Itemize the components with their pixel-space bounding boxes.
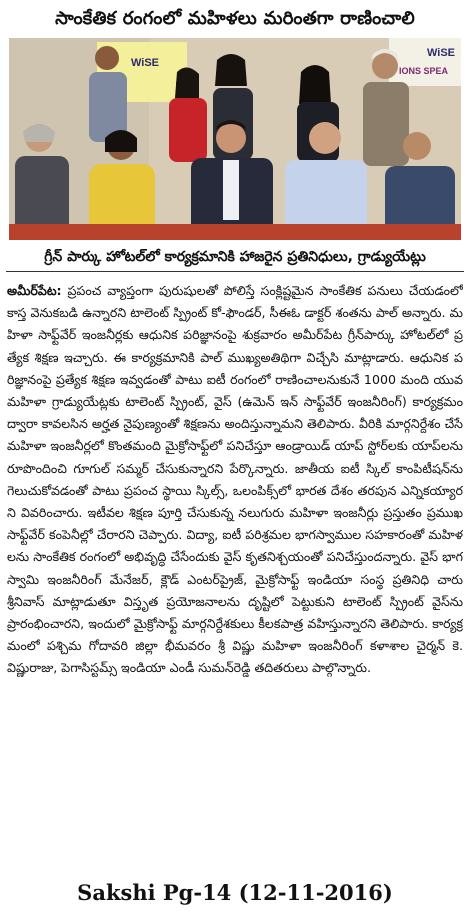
banner-left-text: WiSE	[131, 57, 160, 69]
headline: సాంకేతిక రంగంలో మహిళలు మరింతగా రాణించాలి	[55, 8, 415, 29]
group-photo-illustration	[9, 38, 461, 240]
caption-divider	[6, 271, 464, 272]
article-photo	[9, 38, 461, 240]
photo-caption: గ్రీన్ పార్కు హోటల్‌లో కార్యక్రమానికి హాజరైన ప్రతినిధులు, గ్రాడ్యుయేట్లు	[44, 249, 426, 265]
article-text: ప్రపంచ వ్యాప్తంగా పురుషులతో పోలిస్తే సంక్లిష్టమైన సాంకేతిక పనులు చేయడంలో కాస్త వెనుకబడి ఉన్నారని టాలెంట్ స్ప్రింట్ కో-ఫౌండర్, సీఈఓ డాక్టర్ శంతను పాల్ అన్నారు. మహిళా సాఫ్ట్‌వేర్ ఇంజనీర్లకు ఆధునిక పరిజ్ఞానంపై శుక్రవారం అమీర్‌పేట గ్రీన్‌పార్కు హోటల్‌లో ప్రత్యేక శిక్షణ ఇచ్చారు. ఈ కార్యక్రమానికి పాల్ ముఖ్యఅతిథిగా విచ్చేసి మాట్లాడారు. ఆధునిక పరిజ్ఞానంపై ప్రత్యేక శిక్షణ ఇవ్వడంతో పాటు ఐటీ రంగంలో రాణించాలనుకునే 1000 మంది యువ మహిళా గ్రాడ్యుయేట్లకు టాలెంట్ స్ప్రింట్, వైస్ (ఉమెన్ ఇన్ సాఫ్ట్‌వేర్ ఇంజనీరింగ్) కార్యక్రమం ద్వారా కావలసిన అర్హత నైపుణ్యంతో శిక్షణను అందిస్తున్నామని తెలిపారు. వీరికి మార్గనిర్దేశం చేసే మహిళా ఇంజనీర్లలో కొంతమంది మైక్రోసాఫ్ట్‌లో పనిచేస్తూ ఆండ్రాయిడ్ యాప్ స్టోర్‌లకు యాప్‌లను రూపొందించి గూగుల్ సమ్మర్ చేసుకున్నారని పేర్కొన్నారు. జాతీయ ఐటీ స్కిల్ కాంపిటీషన్‌ను గెలుచుకోవడంతో పాటు ప్రపంచ స్థాయి స్కిల్స్, ఒలంపిక్స్‌లో భారత దేశం తరపున ఎన్నికయ్యారని వివరించారు. ఇటీవల శిక్షణ పూర్తి చేసుకున్న నలుగురు మహిళా ఇంజనీర్లు ప్రస్తుతం ప్రముఖ సాఫ్ట్‌వేర్ కంపెనీల్లో చేరారని చెప్పారు. విద్యా, ఐటీ పరిశ్రమల భాగస్వాముల సహకారంతో మహిళలను సాంకేతిక రంగంలో అభివృద్ధి చేసేందుకు వైస్ కృతనిశ్చయంతో పనిచేస్తుందన్నారు. వైస్ భాగస్వామి ఇంజనీరింగ్ మేనేజర్, క్లౌడ్ ఎంటర్‌ప్రైజ్, మైక్రోసాఫ్ట్ ఇండియా సంస్థ ప్రతినిధి చారు శ్రీనివాస్ మాట్లాడుతూ విస్తృత ప్రయోజనాలను దృష్టిలో పెట్టుకుని టాలెంట్ స్ప్రింట్ వైస్‌ను ప్రారంభించారని, ఇందులో మైక్రోసాఫ్ట్ మార్గనిర్దేశకులు కీలకపాత్ర వహిస్తున్నారని తెలిపారు. కార్యక్రమంలో పశ్చిమ గోదావరి జిల్లా భీమవరం శ్రీ విష్ణు మహిళా ఇంజనీరింగ్ కళాశాల చైర్మన్ కె.విష్ణురాజు, పెగాసిస్టమ్స్ ఇండియా ఎండీ సుమన్‌రెడ్డి తదితరులు పాల్గొన్నారు.	[7, 283, 463, 676]
dateline: అమీర్‌పేట:	[7, 283, 62, 298]
publication-source: Sakshi Pg-14 (12-11-2016)	[77, 880, 393, 905]
banner-right-brand: WiSE	[427, 47, 456, 59]
article-body	[7, 280, 463, 876]
banner-right-text: IONS SPEA	[399, 66, 449, 76]
